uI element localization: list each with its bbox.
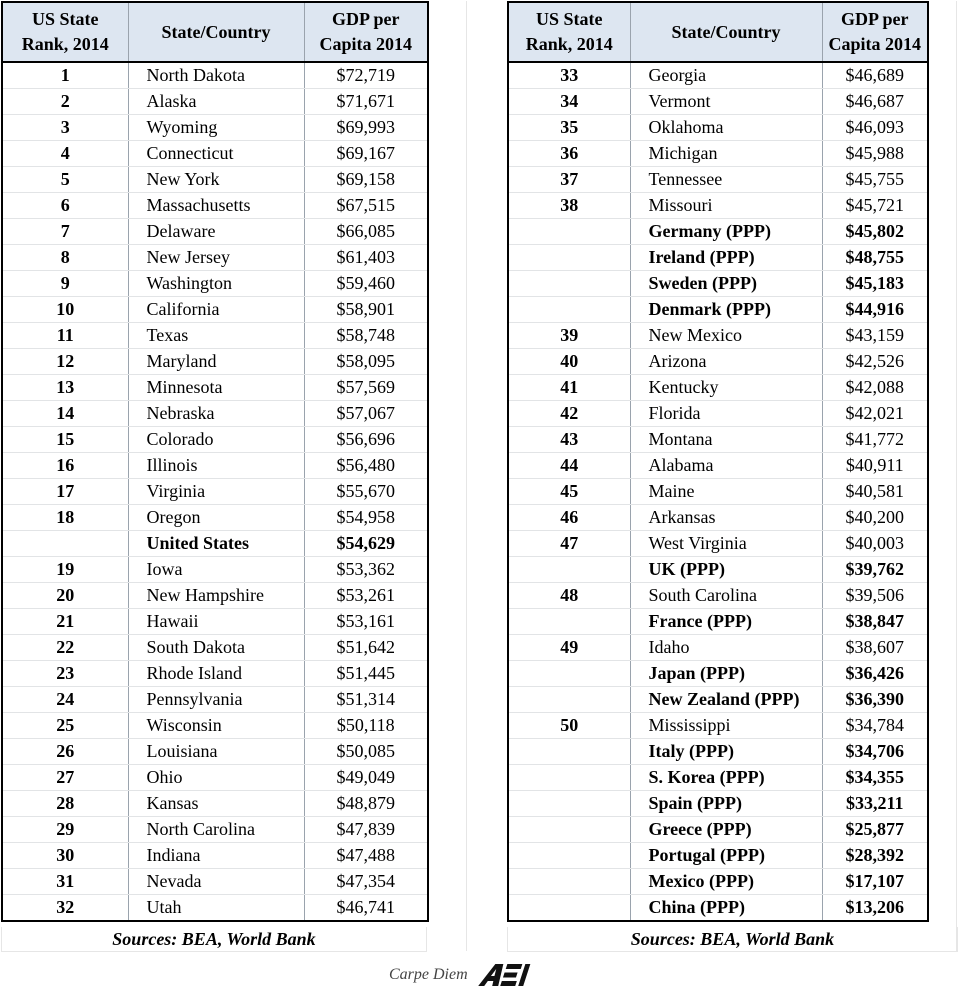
table-row <box>2 349 428 375</box>
table-row <box>2 687 428 713</box>
cell-rank: 49 <box>508 635 630 661</box>
cell-state-country: Utah <box>128 895 304 922</box>
cell-gdp: $13,206 <box>822 895 928 922</box>
cell-rank <box>508 765 630 791</box>
cell-state-country: Germany (PPP) <box>630 219 822 245</box>
table-row <box>508 245 928 271</box>
cell-state-country: Ireland (PPP) <box>630 245 822 271</box>
cell-state-country: Hawaii <box>128 609 304 635</box>
cell-gdp: $36,390 <box>822 687 928 713</box>
table-row <box>508 505 928 531</box>
table-row <box>508 427 928 453</box>
cell-gdp: $56,696 <box>304 427 428 453</box>
cell-rank: 40 <box>508 349 630 375</box>
cell-gdp: $69,993 <box>304 115 428 141</box>
header-gdp: GDP per Capita 2014 <box>304 2 428 62</box>
cell-gdp: $57,569 <box>304 375 428 401</box>
cell-state-country: North Carolina <box>128 817 304 843</box>
cell-state-country: Colorado <box>128 427 304 453</box>
cell-gdp: $56,480 <box>304 453 428 479</box>
cell-state-country: Louisiana <box>128 739 304 765</box>
header-gdp: GDP per Capita 2014 <box>822 2 928 62</box>
cell-gdp: $45,721 <box>822 193 928 219</box>
cell-rank: 50 <box>508 713 630 739</box>
cell-gdp: $34,784 <box>822 713 928 739</box>
cell-state-country: New Hampshire <box>128 583 304 609</box>
cell-gdp: $47,839 <box>304 817 428 843</box>
cell-gdp: $33,211 <box>822 791 928 817</box>
table-row <box>508 687 928 713</box>
table-row <box>508 141 928 167</box>
cell-rank: 6 <box>2 193 128 219</box>
cell-rank: 47 <box>508 531 630 557</box>
cell-gdp: $42,526 <box>822 349 928 375</box>
table-row <box>2 843 428 869</box>
table-row <box>2 739 428 765</box>
cell-rank: 27 <box>2 765 128 791</box>
cell-rank <box>508 557 630 583</box>
brand-footer <box>389 961 534 989</box>
cell-gdp: $57,067 <box>304 401 428 427</box>
table-row <box>508 609 928 635</box>
table-row <box>508 115 928 141</box>
table-row <box>2 401 428 427</box>
table-row <box>2 245 428 271</box>
cell-state-country: Missouri <box>630 193 822 219</box>
cell-state-country: West Virginia <box>630 531 822 557</box>
cell-rank: 32 <box>2 895 128 922</box>
cell-rank: 2 <box>2 89 128 115</box>
cell-rank: 31 <box>2 869 128 895</box>
cell-gdp: $69,158 <box>304 167 428 193</box>
cell-rank <box>508 791 630 817</box>
cell-state-country: UK (PPP) <box>630 557 822 583</box>
cell-gdp: $39,506 <box>822 583 928 609</box>
cell-state-country: Greece (PPP) <box>630 817 822 843</box>
table-row <box>508 219 928 245</box>
table-row <box>508 401 928 427</box>
cell-rank: 37 <box>508 167 630 193</box>
cell-rank: 10 <box>2 297 128 323</box>
cell-gdp: $53,362 <box>304 557 428 583</box>
cell-rank <box>508 661 630 687</box>
cell-rank: 34 <box>508 89 630 115</box>
table-row <box>2 193 428 219</box>
aei-logo-icon <box>476 962 534 988</box>
cell-state-country: Tennessee <box>630 167 822 193</box>
cell-gdp: $71,671 <box>304 89 428 115</box>
cell-gdp: $38,607 <box>822 635 928 661</box>
header-state-country: State/Country <box>630 2 822 62</box>
cell-rank: 11 <box>2 323 128 349</box>
cell-gdp: $46,741 <box>304 895 428 922</box>
cell-gdp: $59,460 <box>304 271 428 297</box>
cell-gdp: $46,093 <box>822 115 928 141</box>
table-row <box>508 895 928 922</box>
cell-state-country: Maine <box>630 479 822 505</box>
cell-state-country: Pennsylvania <box>128 687 304 713</box>
cell-gdp: $41,772 <box>822 427 928 453</box>
cell-state-country: Maryland <box>128 349 304 375</box>
table-row <box>508 167 928 193</box>
cell-state-country: North Dakota <box>128 62 304 89</box>
cell-state-country: Oklahoma <box>630 115 822 141</box>
cell-state-country: Wisconsin <box>128 713 304 739</box>
cell-gdp: $51,314 <box>304 687 428 713</box>
table-row <box>2 141 428 167</box>
table-row <box>2 505 428 531</box>
cell-gdp: $72,719 <box>304 62 428 89</box>
cell-gdp: $45,988 <box>822 141 928 167</box>
cell-gdp: $34,706 <box>822 739 928 765</box>
cell-state-country: Spain (PPP) <box>630 791 822 817</box>
cell-rank <box>508 895 630 922</box>
table-row <box>2 89 428 115</box>
cell-rank <box>508 687 630 713</box>
cell-state-country: Ohio <box>128 765 304 791</box>
table-row <box>2 661 428 687</box>
table-row <box>2 375 428 401</box>
cell-gdp: $69,167 <box>304 141 428 167</box>
cell-state-country: California <box>128 297 304 323</box>
table-row <box>508 531 928 557</box>
table-row <box>508 765 928 791</box>
cell-rank: 25 <box>2 713 128 739</box>
cell-gdp: $45,183 <box>822 271 928 297</box>
cell-state-country: Alabama <box>630 453 822 479</box>
cell-rank <box>508 843 630 869</box>
cell-state-country: Kansas <box>128 791 304 817</box>
cell-state-country: Arkansas <box>630 505 822 531</box>
table-row <box>508 479 928 505</box>
table-row <box>508 89 928 115</box>
cell-gdp: $40,911 <box>822 453 928 479</box>
cell-gdp: $61,403 <box>304 245 428 271</box>
cell-state-country: New York <box>128 167 304 193</box>
cell-rank <box>508 297 630 323</box>
cell-state-country: Indiana <box>128 843 304 869</box>
table-row <box>508 583 928 609</box>
table-row <box>508 791 928 817</box>
cell-gdp: $44,916 <box>822 297 928 323</box>
cell-rank: 35 <box>508 115 630 141</box>
table-row <box>508 193 928 219</box>
cell-gdp: $58,901 <box>304 297 428 323</box>
cell-state-country: China (PPP) <box>630 895 822 922</box>
table-row <box>2 895 428 922</box>
cell-rank: 38 <box>508 193 630 219</box>
cell-gdp: $40,003 <box>822 531 928 557</box>
table-body-left <box>2 62 428 921</box>
cell-gdp: $55,670 <box>304 479 428 505</box>
cell-rank: 26 <box>2 739 128 765</box>
table-row <box>2 583 428 609</box>
cell-rank: 20 <box>2 583 128 609</box>
cell-state-country: New Mexico <box>630 323 822 349</box>
brand-text: Carpe Diem <box>389 966 468 983</box>
cell-gdp: $38,847 <box>822 609 928 635</box>
table-row <box>2 62 428 89</box>
sheet-gridline <box>956 1 957 951</box>
cell-rank: 43 <box>508 427 630 453</box>
cell-gdp: $51,642 <box>304 635 428 661</box>
cell-gdp: $42,021 <box>822 401 928 427</box>
cell-rank: 5 <box>2 167 128 193</box>
table-row <box>2 219 428 245</box>
cell-rank: 44 <box>508 453 630 479</box>
table-header-row <box>2 2 428 62</box>
cell-state-country: Connecticut <box>128 141 304 167</box>
cell-gdp: $58,095 <box>304 349 428 375</box>
cell-state-country: Delaware <box>128 219 304 245</box>
cell-state-country: Italy (PPP) <box>630 739 822 765</box>
table-row <box>508 453 928 479</box>
cell-gdp: $28,392 <box>822 843 928 869</box>
cell-gdp: $54,629 <box>304 531 428 557</box>
cell-state-country: Washington <box>128 271 304 297</box>
sources-note-right: Sources: BEA, World Bank <box>507 927 958 952</box>
cell-state-country: Oregon <box>128 505 304 531</box>
table-row <box>508 817 928 843</box>
cell-gdp: $48,879 <box>304 791 428 817</box>
header-state-country: State/Country <box>128 2 304 62</box>
table-row <box>508 843 928 869</box>
cell-state-country: Montana <box>630 427 822 453</box>
table-row <box>508 62 928 89</box>
cell-state-country: Vermont <box>630 89 822 115</box>
cell-rank: 36 <box>508 141 630 167</box>
cell-gdp: $25,877 <box>822 817 928 843</box>
cell-state-country: Michigan <box>630 141 822 167</box>
table-row <box>2 479 428 505</box>
cell-gdp: $47,354 <box>304 869 428 895</box>
cell-rank: 30 <box>2 843 128 869</box>
cell-gdp: $50,118 <box>304 713 428 739</box>
table-body-right <box>508 62 928 921</box>
cell-rank: 21 <box>2 609 128 635</box>
cell-state-country: Virginia <box>128 479 304 505</box>
table-row <box>508 375 928 401</box>
table-row <box>2 791 428 817</box>
cell-rank <box>508 271 630 297</box>
cell-rank: 39 <box>508 323 630 349</box>
cell-rank: 15 <box>2 427 128 453</box>
table-row <box>508 557 928 583</box>
sources-note-left: Sources: BEA, World Bank <box>1 927 427 952</box>
gdp-table-left <box>1 1 429 922</box>
cell-state-country: Mississippi <box>630 713 822 739</box>
cell-gdp: $36,426 <box>822 661 928 687</box>
cell-state-country: France (PPP) <box>630 609 822 635</box>
cell-gdp: $43,159 <box>822 323 928 349</box>
cell-state-country: Illinois <box>128 453 304 479</box>
table-row <box>2 609 428 635</box>
cell-rank: 24 <box>2 687 128 713</box>
table-row <box>2 167 428 193</box>
cell-gdp: $34,355 <box>822 765 928 791</box>
cell-gdp: $39,762 <box>822 557 928 583</box>
table-row <box>2 323 428 349</box>
cell-rank: 12 <box>2 349 128 375</box>
cell-state-country: Nebraska <box>128 401 304 427</box>
cell-rank: 29 <box>2 817 128 843</box>
cell-gdp: $40,200 <box>822 505 928 531</box>
table-row <box>2 297 428 323</box>
cell-rank: 33 <box>508 62 630 89</box>
cell-rank: 1 <box>2 62 128 89</box>
cell-state-country: S. Korea (PPP) <box>630 765 822 791</box>
cell-gdp: $67,515 <box>304 193 428 219</box>
table-row <box>2 453 428 479</box>
cell-rank: 18 <box>2 505 128 531</box>
cell-state-country: Idaho <box>630 635 822 661</box>
cell-state-country: United States <box>128 531 304 557</box>
sheet-gridline <box>466 1 467 951</box>
cell-gdp: $58,748 <box>304 323 428 349</box>
cell-gdp: $47,488 <box>304 843 428 869</box>
cell-state-country: New Jersey <box>128 245 304 271</box>
cell-gdp: $53,161 <box>304 609 428 635</box>
cell-rank: 8 <box>2 245 128 271</box>
cell-state-country: New Zealand (PPP) <box>630 687 822 713</box>
cell-state-country: Minnesota <box>128 375 304 401</box>
cell-gdp: $53,261 <box>304 583 428 609</box>
cell-rank: 41 <box>508 375 630 401</box>
table-row <box>2 271 428 297</box>
cell-rank: 14 <box>2 401 128 427</box>
table-row <box>508 869 928 895</box>
cell-rank: 28 <box>2 791 128 817</box>
cell-gdp: $40,581 <box>822 479 928 505</box>
cell-state-country: Texas <box>128 323 304 349</box>
cell-rank: 45 <box>508 479 630 505</box>
cell-gdp: $50,085 <box>304 739 428 765</box>
cell-rank: 48 <box>508 583 630 609</box>
cell-rank <box>508 245 630 271</box>
header-rank: US State Rank, 2014 <box>508 2 630 62</box>
cell-rank <box>508 609 630 635</box>
cell-gdp: $17,107 <box>822 869 928 895</box>
table-row <box>508 713 928 739</box>
header-rank: US State Rank, 2014 <box>2 2 128 62</box>
gdp-table-right <box>507 1 929 922</box>
cell-state-country: Wyoming <box>128 115 304 141</box>
cell-state-country: South Dakota <box>128 635 304 661</box>
cell-state-country: Alaska <box>128 89 304 115</box>
cell-rank: 17 <box>2 479 128 505</box>
cell-gdp: $46,689 <box>822 62 928 89</box>
table-row <box>508 635 928 661</box>
cell-rank: 13 <box>2 375 128 401</box>
cell-rank <box>508 817 630 843</box>
cell-rank <box>508 219 630 245</box>
cell-state-country: Florida <box>630 401 822 427</box>
table-row <box>508 349 928 375</box>
table-row <box>508 661 928 687</box>
cell-rank <box>508 739 630 765</box>
cell-rank: 3 <box>2 115 128 141</box>
table-header-row <box>508 2 928 62</box>
cell-gdp: $45,802 <box>822 219 928 245</box>
cell-state-country: Japan (PPP) <box>630 661 822 687</box>
cell-gdp: $66,085 <box>304 219 428 245</box>
cell-state-country: Arizona <box>630 349 822 375</box>
cell-state-country: Portugal (PPP) <box>630 843 822 869</box>
table-row <box>508 271 928 297</box>
cell-rank: 23 <box>2 661 128 687</box>
cell-state-country: Rhode Island <box>128 661 304 687</box>
cell-gdp: $51,445 <box>304 661 428 687</box>
table-row <box>2 817 428 843</box>
cell-state-country: Iowa <box>128 557 304 583</box>
cell-state-country: Kentucky <box>630 375 822 401</box>
table-row <box>2 427 428 453</box>
cell-state-country: Nevada <box>128 869 304 895</box>
cell-rank: 46 <box>508 505 630 531</box>
cell-rank <box>508 869 630 895</box>
cell-rank: 42 <box>508 401 630 427</box>
table-row <box>508 297 928 323</box>
table-row <box>2 115 428 141</box>
cell-state-country: South Carolina <box>630 583 822 609</box>
cell-state-country: Massachusetts <box>128 193 304 219</box>
table-row <box>2 531 428 557</box>
table-row <box>2 713 428 739</box>
cell-gdp: $48,755 <box>822 245 928 271</box>
cell-gdp: $49,049 <box>304 765 428 791</box>
cell-state-country: Denmark (PPP) <box>630 297 822 323</box>
cell-gdp: $45,755 <box>822 167 928 193</box>
cell-gdp: $42,088 <box>822 375 928 401</box>
table-row <box>2 765 428 791</box>
cell-rank: 16 <box>2 453 128 479</box>
cell-rank: 19 <box>2 557 128 583</box>
table-row <box>2 557 428 583</box>
cell-rank: 9 <box>2 271 128 297</box>
table-row <box>2 869 428 895</box>
table-row <box>2 635 428 661</box>
cell-rank: 7 <box>2 219 128 245</box>
cell-state-country: Mexico (PPP) <box>630 869 822 895</box>
cell-rank: 4 <box>2 141 128 167</box>
cell-gdp: $54,958 <box>304 505 428 531</box>
cell-rank <box>2 531 128 557</box>
cell-state-country: Georgia <box>630 62 822 89</box>
table-row <box>508 323 928 349</box>
cell-state-country: Sweden (PPP) <box>630 271 822 297</box>
cell-rank: 22 <box>2 635 128 661</box>
cell-gdp: $46,687 <box>822 89 928 115</box>
table-row <box>508 739 928 765</box>
